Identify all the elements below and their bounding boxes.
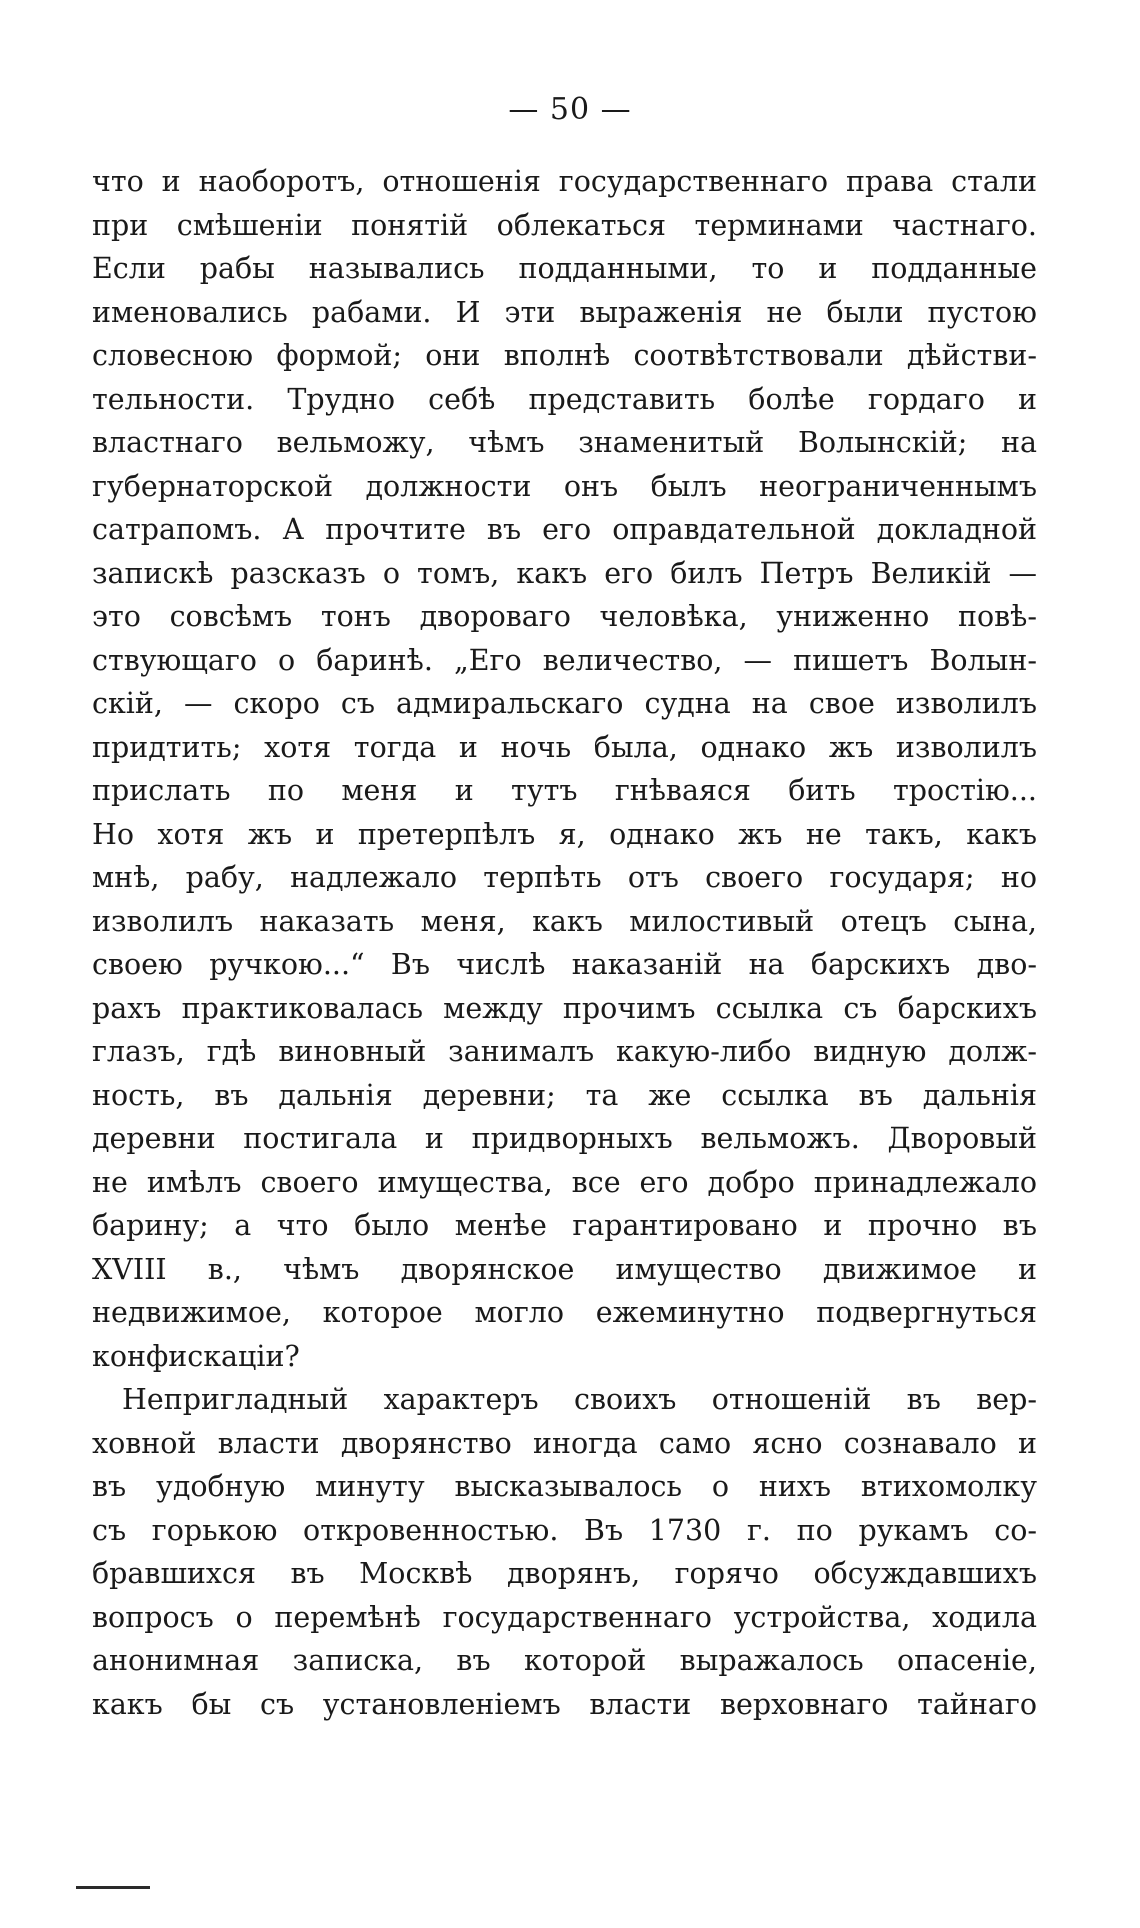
text-line: своею ручкою...“ Въ числѣ наказаній на барскихъ дво- [92,948,1037,981]
text-line: барину; а что было менѣе гарантировано и прочно въ [92,1209,1037,1242]
text-line: скій, — скоро съ адмиральскаго судна на свое изволилъ [92,687,1037,720]
text-line: ховной власти дворянство иногда само ясно сознавало и [92,1426,1037,1460]
text-line: въ удобную минуту высказывалось о нихъ втихомолку [92,1470,1037,1503]
body-text [92,160,1037,1726]
text-line: словесною формой; они вполнѣ соотвѣтствовали дѣйстви- [92,339,1037,372]
text-line: рахъ практиковалась между прочимъ ссылка съ барскихъ [92,991,1037,1025]
text-line: конфискаціи? [92,1339,300,1373]
text-line: властнаго вельможу, чѣмъ знаменитый Волынскій; на [92,426,1037,459]
text-line: именовались рабами. И эти выраженія не были пустою [92,295,1037,329]
paragraph-1 [92,160,1037,1378]
text-line: ствующаго о баринѣ. „Его величество, — пишетъ Волын- [92,643,1037,677]
text-line: какъ бы съ установленіемъ власти верховнаго тайнаго [92,1687,1037,1721]
text-line: съ горькою откровенностью. Въ 1730 г. по рукамъ со- [92,1513,1037,1547]
text-line: XVIII в., чѣмъ дворянское имущество движимое и [92,1252,1037,1286]
text-line: при смѣшеніи понятій облекаться терминами частнаго. [92,208,1037,242]
page-number: — 50 — [508,92,632,127]
text-line: Если рабы назывались подданными, то и подданные [92,252,1037,285]
text-line: мнѣ, рабу, надлежало терпѣть отъ своего государя; но [92,861,1037,894]
text-line: это совсѣмъ тонъ двороваго человѣка, униженно повѣ- [92,600,1037,633]
text-line: прислать по меня и тутъ гнѣваяся бить тростію... [92,774,1037,807]
text-line: запискѣ разсказъ о томъ, какъ его билъ Петръ Великій — [92,556,1037,590]
text-line: ность, въ дальнія деревни; та же ссылка въ дальнія [92,1078,1037,1112]
text-line: бравшихся въ Москвѣ дворянъ, горячо обсуждавшихъ [92,1557,1037,1590]
text-line: что и наоборотъ, отношенія государственнаго права стали [92,165,1037,198]
text-line: изволилъ наказать меня, какъ милостивый отецъ сына, [92,904,1037,938]
text-line: Непригладный характеръ своихъ отношеній въ вер- [122,1383,1037,1416]
paragraph-2 [92,1378,1037,1726]
text-line: сатрапомъ. А прочтите въ его оправдательной докладной [92,513,1037,546]
text-line: не имѣлъ своего имущества, все его добро принадлежало [92,1165,1037,1199]
text-line: тельности. Трудно себѣ представить болѣе гордаго и [92,382,1037,416]
footer-rule [76,1886,150,1889]
text-line: деревни постигала и придворныхъ вельможъ. Дворовый [92,1122,1037,1155]
text-line: Но хотя жъ и претерпѣлъ я, однако жъ не такъ, какъ [92,817,1037,851]
text-line: вопросъ о перемѣнѣ государственнаго устройства, ходила [92,1600,1037,1634]
text-line: глазъ, гдѣ виновный занималъ какую-либо видную долж- [92,1035,1037,1068]
text-line: недвижимое, которое могло ежеминутно подвергнуться [92,1296,1037,1329]
text-line: придтить; хотя тогда и ночь была, однако жъ изволилъ [92,730,1037,764]
text-line: анонимная записка, въ которой выражалось опасеніе, [92,1644,1037,1677]
text-line: губернаторской должности онъ былъ неограниченнымъ [92,469,1037,503]
